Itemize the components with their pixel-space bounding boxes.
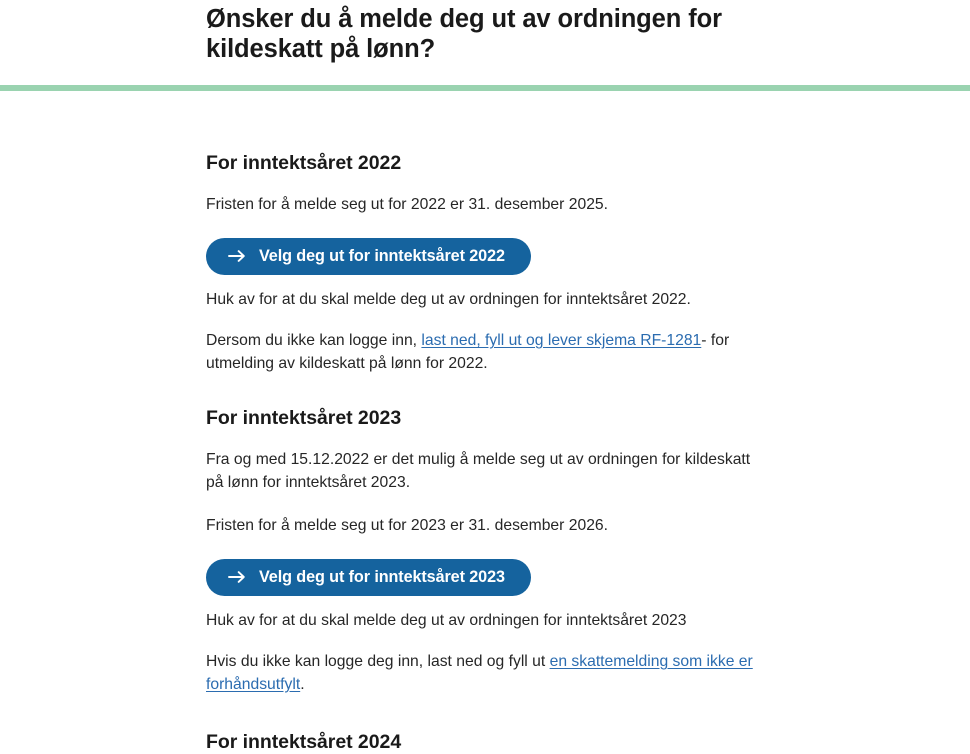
section-inntektsaret-2022 — [206, 151, 770, 375]
page-header — [0, 0, 970, 91]
section-heading-2022: For inntektsåret 2022 — [206, 152, 402, 174]
section-inntektsaret-2024 — [206, 730, 770, 754]
deadline-text-2023: Fristen for å melde seg ut for 2023 er 31. desember 2026. — [206, 517, 608, 534]
opt-out-button-2022-label: Velg deg ut for inntektsåret 2022 — [259, 247, 505, 265]
section-inntektsaret-2023 — [206, 406, 770, 696]
fallback-suffix-2022: - for utmelding av kildeskatt på lønn for 2022. — [206, 332, 730, 372]
page-title: Ønsker du å melde deg ut av ordningen for kildeskatt på lønn? — [206, 5, 722, 63]
intro-text-2023: Fra og med 15.12.2022 er det mulig å melde seg ut av ordningen for kildeskatt på lønn for inntektsåret 2023. — [206, 451, 751, 491]
arrow-right-icon — [228, 569, 246, 585]
main-content — [0, 91, 770, 754]
section-heading-2024: For inntektsåret 2024 — [206, 731, 402, 753]
fallback-text-2023 — [206, 650, 762, 696]
fallback-prefix-2023: Hvis du ikke kan logge deg inn, last ned og fyll ut — [206, 653, 550, 670]
rf-1281-form-link[interactable]: last ned, fyll ut og lever skjema RF-1281 — [421, 332, 702, 349]
button-note-2023: Huk av for at du skal melde deg ut av ordningen for inntektsåret 2023 — [206, 612, 687, 629]
opt-out-button-2023[interactable] — [206, 559, 531, 596]
deadline-text-2022: Fristen for å melde seg ut for 2022 er 31. desember 2025. — [206, 196, 608, 213]
opt-out-button-2022[interactable] — [206, 238, 531, 275]
arrow-right-icon — [228, 248, 246, 264]
button-note-2022: Huk av for at du skal melde deg ut av ordningen for inntektsåret 2022. — [206, 291, 691, 308]
opt-out-button-2023-label: Velg deg ut for inntektsåret 2023 — [259, 568, 505, 586]
fallback-suffix-2023: . — [300, 676, 305, 693]
fallback-text-2022 — [206, 329, 762, 375]
skattemelding-link[interactable]: en skattemelding som ikke er forhåndsutfylt — [206, 653, 753, 693]
section-heading-2023: For inntektsåret 2023 — [206, 407, 402, 429]
fallback-prefix-2022: Dersom du ikke kan logge inn, — [206, 332, 422, 349]
